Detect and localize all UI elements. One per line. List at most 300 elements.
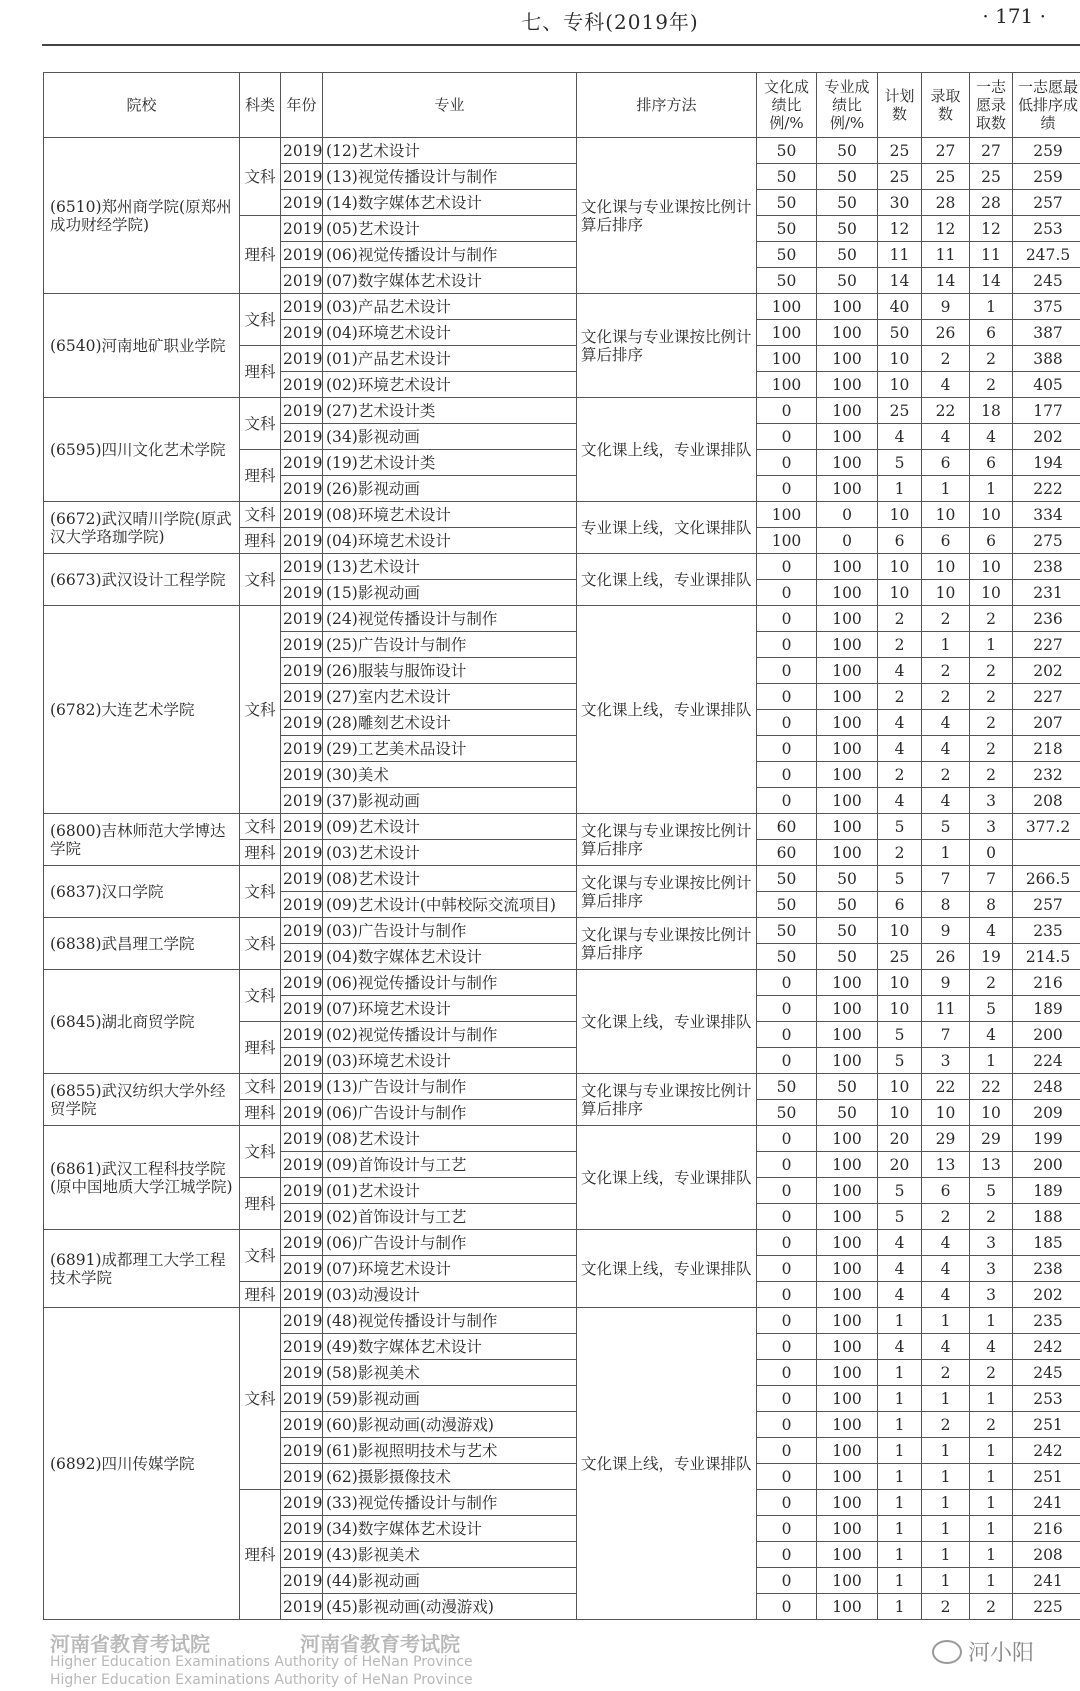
year: 2019	[281, 1360, 323, 1386]
major: (06)视觉传播设计与制作	[323, 242, 577, 268]
major: (03)动漫设计	[323, 1282, 577, 1308]
major: (58)影视美术	[323, 1360, 577, 1386]
major-ratio: 100	[817, 762, 878, 788]
admitted-count: 14	[922, 268, 970, 294]
header-min-score: 一志愿最低排序成绩	[1013, 73, 1080, 138]
major: (07)环境艺术设计	[323, 996, 577, 1022]
plan-count: 11	[878, 242, 922, 268]
min-score: 232	[1013, 762, 1080, 788]
admission-table	[43, 72, 1080, 1620]
min-score: 235	[1013, 918, 1080, 944]
year: 2019	[281, 1334, 323, 1360]
year: 2019	[281, 1464, 323, 1490]
first-choice-count: 2	[970, 762, 1013, 788]
min-score	[1013, 840, 1080, 866]
first-choice-count: 13	[970, 1152, 1013, 1178]
plan-count: 10	[878, 1074, 922, 1100]
culture-ratio: 0	[757, 762, 817, 788]
ranking-method: 文化课与专业课按比例计算后排序	[577, 814, 757, 866]
culture-ratio: 100	[757, 502, 817, 528]
major-ratio: 100	[817, 1334, 878, 1360]
plan-count: 5	[878, 1204, 922, 1230]
culture-ratio: 100	[757, 294, 817, 320]
plan-count: 1	[878, 1516, 922, 1542]
first-choice-count: 1	[970, 1542, 1013, 1568]
major-ratio: 100	[817, 554, 878, 580]
major: (09)艺术设计	[323, 814, 577, 840]
major-ratio: 100	[817, 580, 878, 606]
year: 2019	[281, 216, 323, 242]
major: (03)环境艺术设计	[323, 1048, 577, 1074]
major-ratio: 100	[817, 346, 878, 372]
admitted-count: 4	[922, 1230, 970, 1256]
major-ratio: 50	[817, 866, 878, 892]
table-row	[44, 1308, 1080, 1334]
culture-ratio: 0	[757, 450, 817, 476]
plan-count: 4	[878, 424, 922, 450]
major: (09)艺术设计(中韩校际交流项目)	[323, 892, 577, 918]
culture-ratio: 100	[757, 528, 817, 554]
plan-count: 10	[878, 996, 922, 1022]
admitted-count: 4	[922, 710, 970, 736]
first-choice-count: 10	[970, 1100, 1013, 1126]
header-admitted: 录取数	[922, 73, 970, 138]
major-ratio: 100	[817, 814, 878, 840]
year: 2019	[281, 736, 323, 762]
culture-ratio: 50	[757, 164, 817, 190]
culture-ratio: 0	[757, 1490, 817, 1516]
category: 文科	[240, 1308, 281, 1490]
admitted-count: 2	[922, 1360, 970, 1386]
first-choice-count: 2	[970, 372, 1013, 398]
first-choice-count: 2	[970, 684, 1013, 710]
school-name: (6855)武汉纺织大学外经贸学院	[44, 1074, 240, 1126]
school-name: (6672)武汉晴川学院(原武汉大学珞珈学院)	[44, 502, 240, 554]
major-ratio: 50	[817, 268, 878, 294]
culture-ratio: 50	[757, 190, 817, 216]
admitted-count: 28	[922, 190, 970, 216]
admitted-count: 9	[922, 918, 970, 944]
culture-ratio: 0	[757, 1308, 817, 1334]
table-row	[44, 1074, 1080, 1100]
plan-count: 2	[878, 762, 922, 788]
major: (03)艺术设计	[323, 840, 577, 866]
category: 文科	[240, 554, 281, 606]
first-choice-count: 5	[970, 1178, 1013, 1204]
first-choice-count: 7	[970, 866, 1013, 892]
major-ratio: 50	[817, 138, 878, 164]
category: 文科	[240, 1074, 281, 1100]
culture-ratio: 0	[757, 788, 817, 814]
plan-count: 1	[878, 1412, 922, 1438]
year: 2019	[281, 1074, 323, 1100]
first-choice-count: 2	[970, 346, 1013, 372]
culture-ratio: 0	[757, 1438, 817, 1464]
school-name: (6595)四川文化艺术学院	[44, 398, 240, 502]
admitted-count: 1	[922, 632, 970, 658]
year: 2019	[281, 1594, 323, 1620]
year: 2019	[281, 1438, 323, 1464]
category: 理科	[240, 1490, 281, 1620]
major: (60)影视动画(动漫游戏)	[323, 1412, 577, 1438]
footer-account	[932, 1636, 1034, 1667]
culture-ratio: 0	[757, 658, 817, 684]
year: 2019	[281, 242, 323, 268]
ranking-method: 文化课与专业课按比例计算后排序	[577, 1074, 757, 1126]
culture-ratio: 0	[757, 1256, 817, 1282]
admitted-count: 2	[922, 1594, 970, 1620]
plan-count: 10	[878, 372, 922, 398]
admitted-count: 4	[922, 1334, 970, 1360]
plan-count: 5	[878, 450, 922, 476]
culture-ratio: 0	[757, 1464, 817, 1490]
major: (06)广告设计与制作	[323, 1100, 577, 1126]
major-ratio: 100	[817, 320, 878, 346]
major: (08)艺术设计	[323, 1126, 577, 1152]
ranking-method: 专业课上线，文化课排队	[577, 502, 757, 554]
table-row	[44, 866, 1080, 892]
major-ratio: 100	[817, 840, 878, 866]
culture-ratio: 0	[757, 1542, 817, 1568]
first-choice-count: 28	[970, 190, 1013, 216]
min-score: 334	[1013, 502, 1080, 528]
first-choice-count: 1	[970, 1516, 1013, 1542]
category: 理科	[240, 1022, 281, 1074]
plan-count: 4	[878, 1230, 922, 1256]
first-choice-count: 4	[970, 424, 1013, 450]
year: 2019	[281, 840, 323, 866]
year: 2019	[281, 866, 323, 892]
first-choice-count: 12	[970, 216, 1013, 242]
category: 理科	[240, 450, 281, 502]
year: 2019	[281, 1412, 323, 1438]
major-ratio: 100	[817, 1230, 878, 1256]
major: (01)产品艺术设计	[323, 346, 577, 372]
min-score: 222	[1013, 476, 1080, 502]
major-ratio: 100	[817, 1464, 878, 1490]
admitted-count: 6	[922, 450, 970, 476]
major: (06)广告设计与制作	[323, 1230, 577, 1256]
table-row	[44, 138, 1080, 164]
year: 2019	[281, 1516, 323, 1542]
culture-ratio: 0	[757, 1282, 817, 1308]
year: 2019	[281, 1256, 323, 1282]
table-row	[44, 814, 1080, 840]
major-ratio: 100	[817, 294, 878, 320]
major-ratio: 100	[817, 1542, 878, 1568]
first-choice-count: 6	[970, 450, 1013, 476]
first-choice-count: 3	[970, 814, 1013, 840]
major: (37)影视动画	[323, 788, 577, 814]
admitted-count: 2	[922, 1204, 970, 1230]
first-choice-count: 2	[970, 606, 1013, 632]
culture-ratio: 50	[757, 216, 817, 242]
first-choice-count: 1	[970, 1386, 1013, 1412]
year: 2019	[281, 476, 323, 502]
major-ratio: 100	[817, 1048, 878, 1074]
min-score: 266.5	[1013, 866, 1080, 892]
culture-ratio: 0	[757, 1360, 817, 1386]
min-score: 189	[1013, 996, 1080, 1022]
admitted-count: 4	[922, 372, 970, 398]
min-score: 177	[1013, 398, 1080, 424]
header-method: 排序方法	[577, 73, 757, 138]
first-choice-count: 2	[970, 658, 1013, 684]
min-score: 241	[1013, 1490, 1080, 1516]
table-row	[44, 398, 1080, 424]
plan-count: 1	[878, 1308, 922, 1334]
plan-count: 1	[878, 1360, 922, 1386]
first-choice-count: 10	[970, 502, 1013, 528]
admitted-count: 2	[922, 658, 970, 684]
table-row	[44, 1230, 1080, 1256]
header-culture-ratio: 文化成绩比例/%	[757, 73, 817, 138]
culture-ratio: 60	[757, 814, 817, 840]
culture-ratio: 0	[757, 1048, 817, 1074]
major-ratio: 100	[817, 1256, 878, 1282]
admitted-count: 29	[922, 1126, 970, 1152]
first-choice-count: 6	[970, 528, 1013, 554]
category: 理科	[240, 528, 281, 554]
year: 2019	[281, 372, 323, 398]
first-choice-count: 2	[970, 970, 1013, 996]
major: (04)数字媒体艺术设计	[323, 944, 577, 970]
major-ratio: 100	[817, 1568, 878, 1594]
plan-count: 6	[878, 528, 922, 554]
min-score: 194	[1013, 450, 1080, 476]
major: (34)影视动画	[323, 424, 577, 450]
culture-ratio: 0	[757, 1516, 817, 1542]
admitted-count: 10	[922, 580, 970, 606]
major: (09)首饰设计与工艺	[323, 1152, 577, 1178]
ranking-method: 文化课与专业课按比例计算后排序	[577, 918, 757, 970]
category: 文科	[240, 1230, 281, 1282]
category: 文科	[240, 138, 281, 216]
min-score: 238	[1013, 554, 1080, 580]
category: 文科	[240, 606, 281, 814]
first-choice-count: 1	[970, 1490, 1013, 1516]
admitted-count: 1	[922, 1542, 970, 1568]
ranking-method: 文化课上线，专业课排队	[577, 1126, 757, 1230]
first-choice-count: 1	[970, 1568, 1013, 1594]
year: 2019	[281, 996, 323, 1022]
table-row	[44, 970, 1080, 996]
admitted-count: 4	[922, 788, 970, 814]
ranking-method: 文化课上线，专业课排队	[577, 398, 757, 502]
major-ratio: 100	[817, 1490, 878, 1516]
major-ratio: 100	[817, 632, 878, 658]
year: 2019	[281, 1178, 323, 1204]
min-score: 189	[1013, 1178, 1080, 1204]
watermark-en: Higher Education Examinations Authority of HeNan Province	[50, 1654, 473, 1670]
plan-count: 14	[878, 268, 922, 294]
year: 2019	[281, 944, 323, 970]
admitted-count: 4	[922, 424, 970, 450]
plan-count: 10	[878, 918, 922, 944]
major-ratio: 100	[817, 788, 878, 814]
major-ratio: 100	[817, 606, 878, 632]
header-major-ratio: 专业成绩比例/%	[817, 73, 878, 138]
major: (19)艺术设计类	[323, 450, 577, 476]
culture-ratio: 50	[757, 892, 817, 918]
school-name: (6892)四川传媒学院	[44, 1308, 240, 1620]
category: 理科	[240, 216, 281, 294]
min-score: 242	[1013, 1334, 1080, 1360]
plan-count: 4	[878, 1282, 922, 1308]
major: (43)影视美术	[323, 1542, 577, 1568]
page-title	[0, 6, 1080, 35]
major: (07)环境艺术设计	[323, 1256, 577, 1282]
min-score: 388	[1013, 346, 1080, 372]
category: 文科	[240, 970, 281, 1022]
year: 2019	[281, 658, 323, 684]
culture-ratio: 0	[757, 1334, 817, 1360]
min-score: 207	[1013, 710, 1080, 736]
school-name: (6673)武汉设计工程学院	[44, 554, 240, 606]
min-score: 275	[1013, 528, 1080, 554]
table-row	[44, 606, 1080, 632]
school-name: (6838)武昌理工学院	[44, 918, 240, 970]
major: (28)雕刻艺术设计	[323, 710, 577, 736]
major-ratio: 100	[817, 1178, 878, 1204]
year: 2019	[281, 1308, 323, 1334]
category: 文科	[240, 502, 281, 528]
culture-ratio: 0	[757, 580, 817, 606]
min-score: 200	[1013, 1022, 1080, 1048]
min-score: 231	[1013, 580, 1080, 606]
min-score: 247.5	[1013, 242, 1080, 268]
plan-count: 4	[878, 1256, 922, 1282]
admitted-count: 10	[922, 1100, 970, 1126]
major: (04)环境艺术设计	[323, 320, 577, 346]
admitted-count: 9	[922, 970, 970, 996]
plan-count: 12	[878, 216, 922, 242]
plan-count: 4	[878, 788, 922, 814]
major: (13)视觉传播设计与制作	[323, 164, 577, 190]
school-name: (6800)吉林师范大学博达学院	[44, 814, 240, 866]
plan-count: 20	[878, 1152, 922, 1178]
major-ratio: 50	[817, 944, 878, 970]
major: (25)广告设计与制作	[323, 632, 577, 658]
culture-ratio: 0	[757, 424, 817, 450]
major: (12)艺术设计	[323, 138, 577, 164]
school-name: (6861)武汉工程科技学院(原中国地质大学江城学院)	[44, 1126, 240, 1230]
plan-count: 5	[878, 814, 922, 840]
category: 文科	[240, 1126, 281, 1178]
major: (48)视觉传播设计与制作	[323, 1308, 577, 1334]
min-score: 248	[1013, 1074, 1080, 1100]
ranking-method: 文化课与专业课按比例计算后排序	[577, 138, 757, 294]
min-score: 241	[1013, 1568, 1080, 1594]
plan-count: 1	[878, 1464, 922, 1490]
culture-ratio: 0	[757, 1386, 817, 1412]
year: 2019	[281, 346, 323, 372]
first-choice-count: 2	[970, 1594, 1013, 1620]
page-title-text: 七、专科(2019年)	[521, 10, 699, 34]
culture-ratio: 100	[757, 372, 817, 398]
year: 2019	[281, 268, 323, 294]
major-ratio: 100	[817, 1282, 878, 1308]
admitted-count: 10	[922, 554, 970, 580]
admitted-count: 3	[922, 1048, 970, 1074]
header-first-choice: 一志愿录取数	[970, 73, 1013, 138]
first-choice-count: 10	[970, 554, 1013, 580]
culture-ratio: 0	[757, 398, 817, 424]
major-ratio: 100	[817, 684, 878, 710]
min-score: 245	[1013, 268, 1080, 294]
major-ratio: 100	[817, 736, 878, 762]
min-score: 218	[1013, 736, 1080, 762]
min-score: 236	[1013, 606, 1080, 632]
min-score: 238	[1013, 1256, 1080, 1282]
culture-ratio: 0	[757, 736, 817, 762]
category: 文科	[240, 398, 281, 450]
admitted-count: 27	[922, 138, 970, 164]
min-score: 208	[1013, 788, 1080, 814]
major: (05)艺术设计	[323, 216, 577, 242]
year: 2019	[281, 502, 323, 528]
year: 2019	[281, 1282, 323, 1308]
min-score: 227	[1013, 684, 1080, 710]
min-score: 242	[1013, 1438, 1080, 1464]
plan-count: 40	[878, 294, 922, 320]
major-ratio: 100	[817, 658, 878, 684]
year: 2019	[281, 1230, 323, 1256]
major: (24)视觉传播设计与制作	[323, 606, 577, 632]
major-ratio: 50	[817, 164, 878, 190]
first-choice-count: 27	[970, 138, 1013, 164]
major-ratio: 100	[817, 424, 878, 450]
major-ratio: 100	[817, 1594, 878, 1620]
year: 2019	[281, 580, 323, 606]
major-ratio: 100	[817, 1308, 878, 1334]
page-number: · 171 ·	[982, 4, 1046, 28]
header-major: 专业	[323, 73, 577, 138]
school-name: (6782)大连艺术学院	[44, 606, 240, 814]
admitted-count: 2	[922, 762, 970, 788]
first-choice-count: 19	[970, 944, 1013, 970]
min-score: 251	[1013, 1412, 1080, 1438]
min-score: 188	[1013, 1204, 1080, 1230]
major-ratio: 100	[817, 1386, 878, 1412]
major: (26)服装与服饰设计	[323, 658, 577, 684]
culture-ratio: 0	[757, 1568, 817, 1594]
plan-count: 1	[878, 476, 922, 502]
culture-ratio: 50	[757, 944, 817, 970]
plan-count: 30	[878, 190, 922, 216]
major: (13)艺术设计	[323, 554, 577, 580]
min-score: 214.5	[1013, 944, 1080, 970]
culture-ratio: 0	[757, 684, 817, 710]
table-row	[44, 554, 1080, 580]
account-name: 河小阳	[968, 1641, 1035, 1666]
year: 2019	[281, 632, 323, 658]
admitted-count: 1	[922, 476, 970, 502]
major-ratio: 100	[817, 398, 878, 424]
first-choice-count: 2	[970, 1412, 1013, 1438]
year: 2019	[281, 684, 323, 710]
wechat-icon	[932, 1640, 962, 1664]
culture-ratio: 0	[757, 632, 817, 658]
major-ratio: 0	[817, 528, 878, 554]
admitted-count: 2	[922, 1412, 970, 1438]
min-score: 387	[1013, 320, 1080, 346]
ranking-method: 文化课上线，专业课排队	[577, 1308, 757, 1620]
category: 理科	[240, 1100, 281, 1126]
major-ratio: 100	[817, 476, 878, 502]
culture-ratio: 50	[757, 918, 817, 944]
year: 2019	[281, 606, 323, 632]
